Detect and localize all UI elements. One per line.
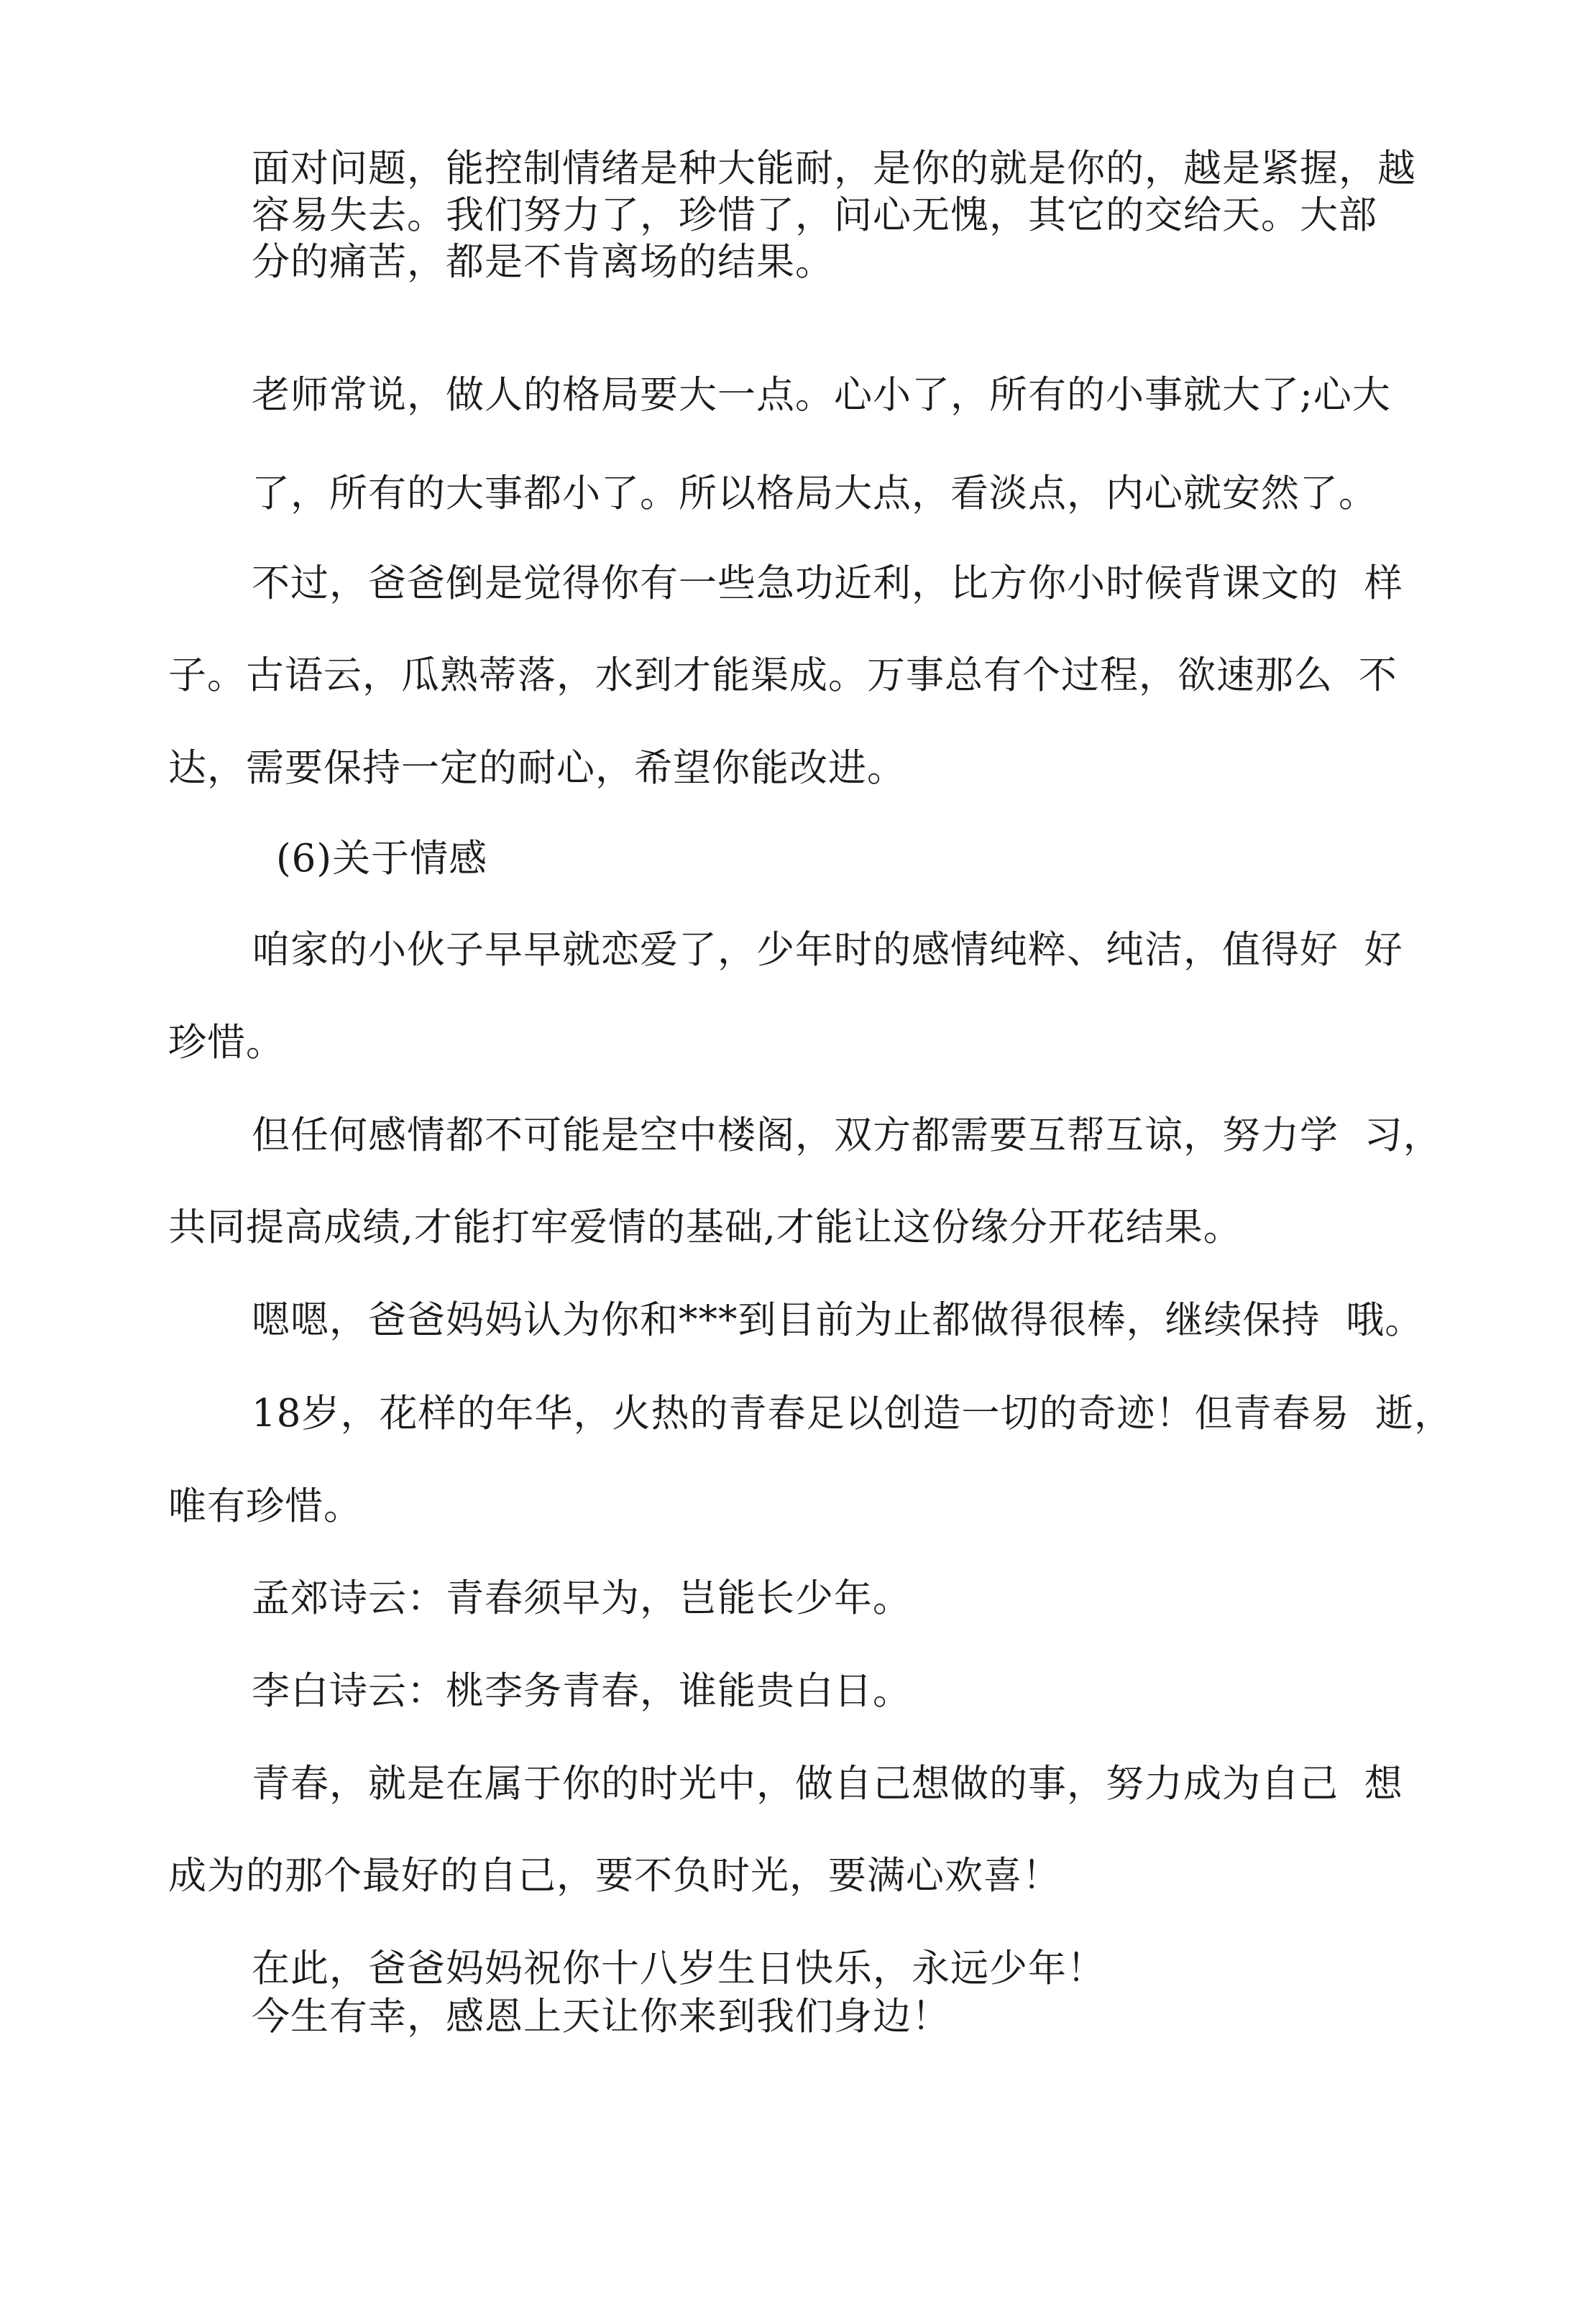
text-line: 了，所有的大事都小了。所以格局大点，看淡点，内心就安然了。: [252, 472, 1377, 515]
text-line: 但任何感情都不可能是空中楼阁，双方都需要互帮互谅，努力学 习，: [252, 1113, 1442, 1157]
text-line: 18岁，花样的年华，火热的青春足以创造一切的奇迹！但青春易 逝，: [252, 1392, 1454, 1436]
text-line: 子。古语云，瓜熟蒂落，水到才能渠成。万事总有个过程，欲速那么 不: [168, 653, 1397, 697]
text-line: 李白诗云：桃李务青春，谁能贵白日。: [252, 1669, 912, 1713]
text-line: 老师常说，做人的格局要大一点。心小了，所有的小事就大了;心大: [252, 373, 1391, 417]
text-line: 青春，就是在属于你的时光中，做自己想做的事，努力成为自己 想: [252, 1762, 1403, 1806]
text-line: 今生有幸，感恩上天让你来到我们身边！: [252, 1995, 950, 2039]
text-line: 容易失去。我们努力了，珍惜了，问心无愧，其它的交给天。大部: [252, 193, 1377, 237]
section-heading: (6)关于情感: [276, 837, 488, 881]
text-line: 孟郊诗云：青春须早为，岂能长少年。: [252, 1576, 912, 1620]
text-line: 唯有珍惜。: [168, 1484, 362, 1528]
text-line: 成为的那个最好的自己，要不负时光，要满心欢喜！: [168, 1854, 1061, 1898]
text-line: 咱家的小伙子早早就恋爱了，少年时的感情纯粹、纯洁，值得好 好: [252, 928, 1403, 972]
text-line: 珍惜。: [168, 1021, 285, 1065]
text-line: 分的痛苦，都是不肯离场的结果。: [252, 240, 834, 284]
text-line: 面对问题，能控制情绪是种大能耐，是你的就是你的，越是紧握，越: [252, 147, 1416, 190]
text-line: 嗯嗯，爸爸妈妈认为你和***到目前为止都做得很棒，继续保持 哦。: [252, 1298, 1424, 1342]
text-line: 达，需要保持一定的耐心，希望你能改进。: [168, 746, 906, 790]
text-line: 共同提高成绩,才能打牢爱情的基础,才能让这份缘分开花结果。: [168, 1205, 1242, 1249]
text-line: 不过，爸爸倒是觉得你有一些急功近利，比方你小时候背课文的 样: [252, 561, 1403, 605]
text-line: 在此，爸爸妈妈祝你十八岁生日快乐，永远少年！: [252, 1947, 1106, 1990]
